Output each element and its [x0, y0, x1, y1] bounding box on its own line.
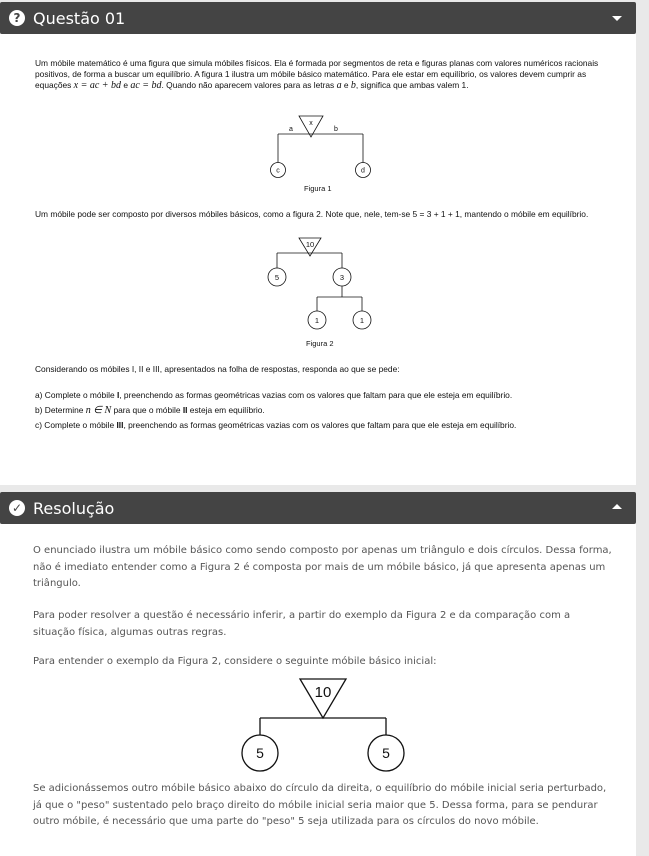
resolucao-title: Resolução: [33, 498, 115, 518]
resolucao-paragraph-2: Para poder resolver a questão é necessário inferir, a partir do exemplo da Figura 2 e da comparação com a situação física, algumas outras regras.: [33, 610, 571, 638]
fig1-circle-d-label: d: [361, 167, 365, 175]
questao-paragraph-1: Um móbile matemático é uma figura que simula móbiles físicos. Ela é formada por segmentos de reta e figuras planas com valores numéricos racionais positivos, de forma a buscar um equilíbrio. A figura 1 ilustra um móbile básico matemático. Para ele estar em equilíbrio, os valores devem cumprir as equações x = ac + bd e ac = bd. Quando não aparecem valores para as letras a e b, significa que ambas valem 1.: [35, 58, 599, 92]
questao-item-c: c) Complete o móbile III, preenchendo as formas geométricas vazias com os valores que faltam para que ele esteja em equilíbrio.: [35, 420, 517, 430]
resolucao-header[interactable]: [0, 492, 636, 524]
question-icon: ?: [9, 10, 25, 26]
figura-1-diagram: [260, 114, 380, 194]
fig2-circle-1a-label: 1: [314, 316, 320, 325]
check-icon: ✓: [9, 500, 25, 516]
questao-item-b: b) Determine n ∈ N para que o móbile II esteja em equilíbrio.: [35, 405, 265, 416]
figura-2-caption: Figura 2: [306, 339, 334, 348]
questao-header[interactable]: [0, 2, 636, 34]
resolucao-paragraph-3: Para entender o exemplo da Figura 2, considere o seguinte móbile básico inicial:: [33, 656, 437, 667]
fig2-circle-1b-label: 1: [359, 316, 365, 325]
fig2-triangle-label: 10: [305, 240, 315, 249]
questao-item-a: a) Complete o móbile I, preenchendo as formas geométricas vazias com os valores que faltam para que ele esteja em equilíbrio.: [35, 390, 513, 400]
questao-paragraph-3: Considerando os móbiles I, II e III, apresentados na folha de respostas, responda ao que se pede:: [35, 364, 400, 374]
fig2-circle-3-label: 3: [339, 273, 345, 282]
fig1-circle-c-label: c: [276, 167, 280, 175]
figura-2-diagram: [262, 236, 382, 346]
resolucao-paragraph-4: Se adicionássemos outro móbile básico abaixo do círculo da direita, o equilíbrio do móbile inicial seria perturbado, já que o "peso" sustentado pelo braço direito do móbile inicial seria maior que 5. Dessa forma, para se pendurar outro móbile, é necessário que uma parte do "peso" 5 seja utilizada para os círculos do novo móbile.: [33, 783, 607, 827]
mobile-basico-diagram: [238, 677, 408, 777]
questao-paragraph-2: Um móbile pode ser composto por diversos móbiles básicos, como a figura 2. Note que, nele, tem-se 5 = 3 + 1 + 1, mantendo o móbile em equilíbrio.: [35, 209, 589, 219]
resolucao-paragraph-1: O enunciado ilustra um móbile básico como sendo composto por apenas um triângulo e dois círculos. Dessa forma, não é imediato entender como a Figura 2 é composta por mais de um móbile básico, já que apresenta apenas um triângulo.: [33, 545, 612, 589]
fig1-arm-b: b: [334, 126, 338, 133]
questao-title: Questão 01: [33, 8, 126, 28]
fig1-triangle-label: x: [309, 120, 313, 127]
res-circle-left-label: 5: [256, 745, 264, 761]
chevron-down-icon[interactable]: [612, 16, 622, 21]
chevron-up-icon[interactable]: [612, 504, 622, 509]
fig1-arm-a: a: [289, 126, 293, 133]
questao-body: [0, 34, 636, 485]
res-circle-right-label: 5: [382, 745, 390, 761]
figura-1-caption: Figura 1: [304, 184, 332, 193]
res-triangle-label: 10: [314, 684, 332, 701]
resolucao-body: [0, 524, 636, 856]
fig2-circle-5-label: 5: [274, 273, 280, 282]
